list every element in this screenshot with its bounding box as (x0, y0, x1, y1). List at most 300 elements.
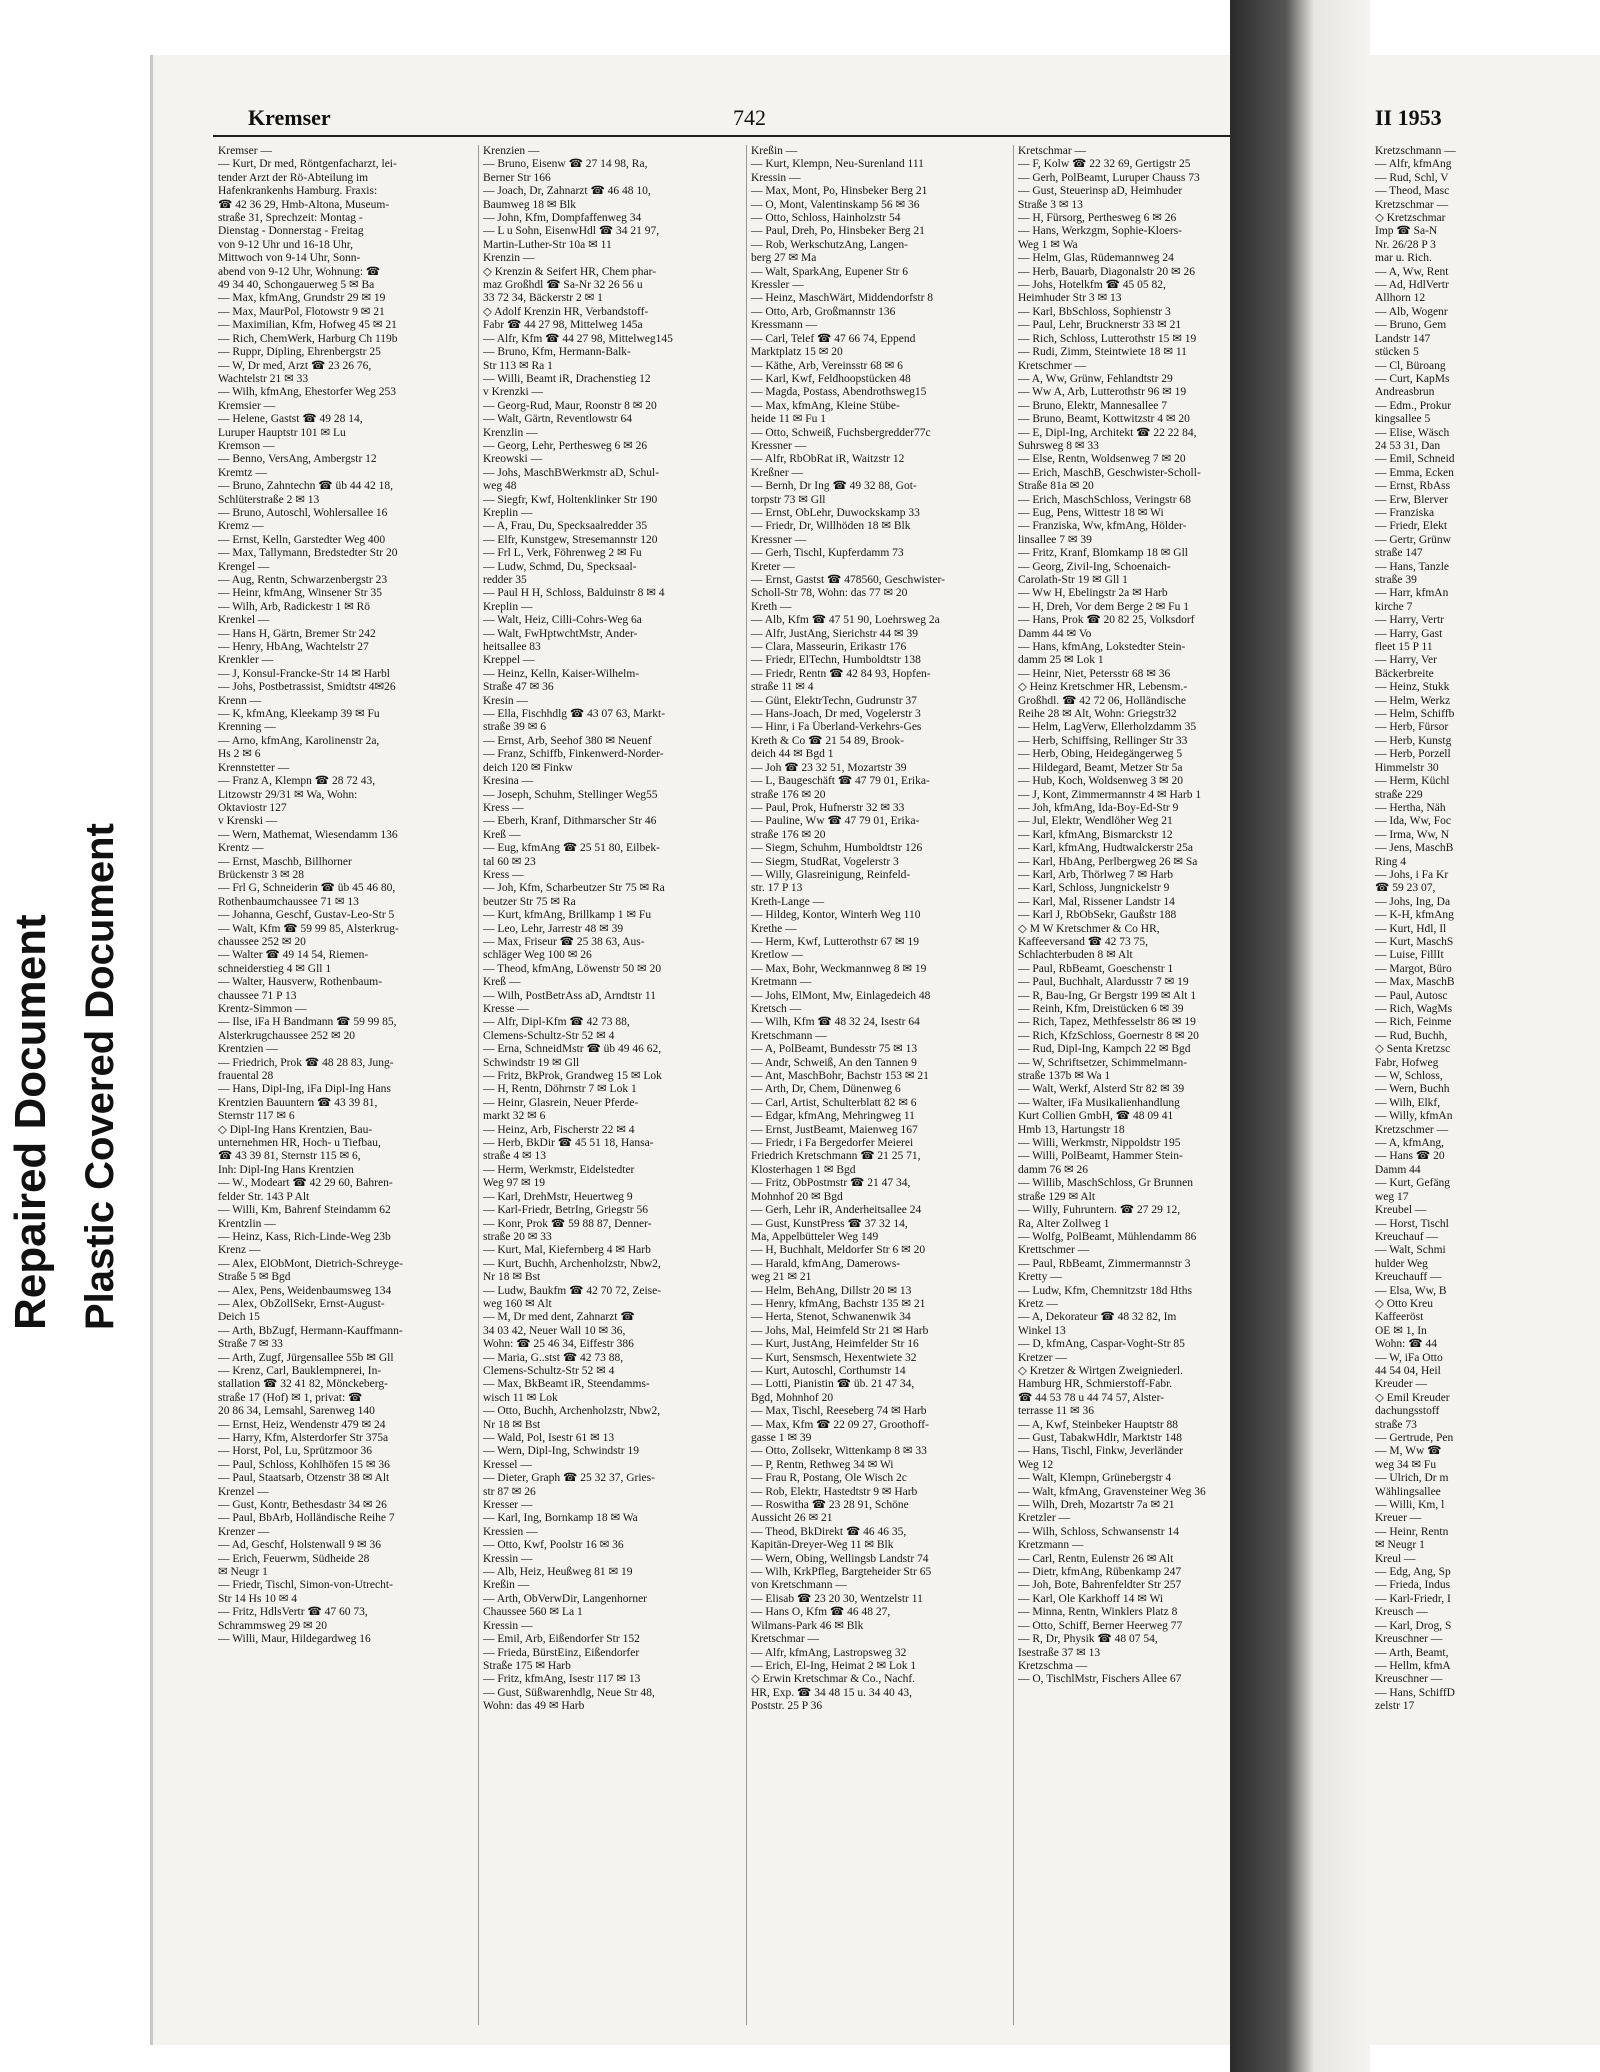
directory-entry-line: — Gerh, PolBeamt, Luruper Chauss 73 (1018, 171, 1200, 184)
directory-entry-line: — W., Modeart ☎ 42 29 60, Bahren- (218, 1177, 393, 1190)
directory-entry-line: — Helm, LagVerw, Ellerholzdamm 35 (1018, 721, 1197, 734)
next-page-partial (1370, 55, 1600, 2045)
directory-entry-line: — Heinr, Glasrein, Neuer Pferde- (483, 1096, 639, 1109)
directory-entry-line: Krennstetter — (218, 761, 290, 774)
directory-entry-line: — Gust, TabakwHdlr, Marktstr 148 (1018, 1432, 1182, 1444)
directory-entry-line: — Magda, Postass, Abendrothsweg15 (751, 386, 927, 399)
directory-entry-line: — Bruno, Autoschl, Wohlersallee 16 (218, 506, 388, 519)
directory-entry-line: stallation ☎ 32 41 82, Mönckeberg- (218, 1378, 388, 1391)
directory-entry-line: Kretz — (1018, 1297, 1058, 1310)
directory-entry-line: — H, Rentn, Döhrnstr 7 ✉ Lok 1 (483, 1083, 637, 1096)
directory-entry-line: — Frl L, Verk, Föhrenweg 2 ✉ Fu (483, 547, 642, 560)
directory-entry-line: — Alb, Kfm ☎ 47 51 90, Loehrsweg 2a (751, 614, 940, 627)
directory-entry-line: Kretty — (1018, 1271, 1062, 1284)
column-divider (746, 145, 747, 2025)
directory-entry-line: dachungsstoff (1375, 1405, 1440, 1418)
directory-entry-line: Fabr, Hofweg (1375, 1056, 1439, 1069)
directory-entry-line: straße 137b ✉ Wa 1 (1018, 1070, 1111, 1083)
directory-entry-line: Krenzien — (483, 145, 540, 157)
directory-entry-line: — Willy, Fuhruntern. ☎ 27 29 12, (1018, 1204, 1181, 1217)
directory-entry-line: — A, Kwf, Steinbeker Hauptstr 88 (1018, 1418, 1179, 1431)
directory-entry-line: — Arth, Zugf, Jürgensallee 55b ✉ Gll (218, 1351, 394, 1364)
directory-entry-line: — Helene, Gastst ☎ 49 28 14, (218, 413, 363, 426)
directory-entry-line: Kresin — (483, 694, 529, 707)
directory-entry-line: straße 11 ✉ 4 (751, 681, 814, 694)
directory-entry-line: straße 4 ✉ 13 (483, 1150, 546, 1163)
directory-entry-line: — Friedr, Dr, Willhöden 18 ✉ Blk (751, 520, 911, 533)
directory-entry-line: Clemens-Schultz-Str 52 ✉ 4 (483, 1364, 615, 1377)
directory-entry-line: Brückenstr 3 ✉ 28 (218, 868, 304, 881)
directory-entry-line: — Ida, Ww, Foc (1375, 815, 1452, 828)
directory-entry-line: Landstr 147 (1375, 332, 1431, 345)
directory-entry-line: — Alb, Heiz, Heußweg 81 ✉ 19 (483, 1566, 633, 1579)
directory-entry-line: — Joseph, Schuhm, Stellinger Weg55 (483, 788, 658, 801)
directory-entry-line: — Fritz, HdlsVertr ☎ 47 60 73, (218, 1606, 368, 1619)
directory-entry-line: weg 17 (1375, 1190, 1409, 1203)
directory-entry-line: — Otto, Arb, Großmannstr 136 (751, 305, 896, 318)
directory-entry-line: — Max, kfmAng, Kleine Stübe- (751, 399, 900, 412)
directory-entry-line: Str 14 Hs 10 ✉ 4 (218, 1592, 297, 1605)
directory-entry-line: — Erna, SchneidMstr ☎ üb 49 46 62, (483, 1043, 662, 1056)
directory-entry-line: maz Großhdl ☎ Sa-Nr 32 26 56 u (483, 279, 643, 292)
directory-entry-line: Schwindstr 19 ✉ Gll (483, 1056, 580, 1069)
directory-entry-line: — Willi, PolBeamt, Hammer Stein- (1018, 1150, 1183, 1163)
directory-entry-line: deich 44 ✉ Bgd 1 (751, 748, 834, 761)
directory-entry-line: — Walt, Klempn, Grünebergstr 4 (1018, 1472, 1172, 1485)
directory-entry-line: — Karl, HbAng, Perlbergweg 26 ✉ Sa (1018, 855, 1198, 868)
directory-entry-line: — Paul, Dreh, Po, Hinsbeker Berg 21 (751, 225, 925, 238)
directory-entry-line: Hs 2 ✉ 6 (218, 748, 261, 761)
directory-entry-line: Kreppel — (483, 654, 535, 667)
directory-entry-line: — Paul, Lehr, Brucknerstr 33 ✉ 21 (1018, 319, 1182, 332)
directory-entry-line: kingsallee 5 (1375, 413, 1431, 426)
directory-entry-line: — Wern, Buchh (1375, 1083, 1450, 1096)
directory-entry-line: — Paul, RbBeamt, Goeschenstr 1 (1018, 962, 1174, 975)
directory-entry-line: — Johs, Hotelkfm ☎ 45 05 82, (1018, 279, 1166, 292)
directory-entry-line: 24 53 31, Dan (1375, 439, 1441, 452)
directory-entry-line: — A, kfmAng, (1375, 1137, 1444, 1150)
directory-entry-line: — Rich, Schloss, Lutterothstr 15 ✉ 19 (1018, 332, 1197, 345)
directory-entry-line: zelstr 17 (1375, 1700, 1415, 1713)
directory-entry-line: linsallee 7 ✉ 39 (1018, 533, 1092, 546)
directory-entry-line: — W, Dr med, Arzt ☎ 23 26 76, (218, 359, 372, 372)
directory-entry-line: Kretzschmann — (1375, 145, 1456, 157)
directory-entry-line: — R, Dr, Physik ☎ 48 07 54, (1018, 1633, 1158, 1646)
directory-entry-line: Himmelstr 30 (1375, 761, 1439, 774)
directory-entry-line: Krentzien — (218, 1043, 278, 1056)
directory-entry-line: — Theod, Masc (1375, 185, 1450, 198)
directory-entry-line: Nr 18 ✉ Bst (483, 1418, 541, 1431)
directory-entry-line: — Gerh, Tischl, Kupferdamm 73 (751, 547, 904, 560)
directory-entry-line: ◇ Kretzer & Wirtgen Zweigniederl. (1018, 1364, 1183, 1377)
directory-entry-line: Krenzel — (218, 1485, 269, 1498)
directory-entry-line: — J, Konsul-Francke-Str 14 ✉ Harbl (218, 667, 390, 680)
directory-entry-line: — M, Ww ☎ (1375, 1445, 1442, 1458)
directory-entry-line: — O, TischlMstr, Fischers Allee 67 (1018, 1673, 1182, 1686)
directory-entry-line: Inh: Dipl-Ing Hans Krentzien (218, 1163, 354, 1176)
directory-entry-line: — Käthe, Arb, Vereinsstr 68 ✉ 6 (751, 359, 903, 372)
directory-entry-line: Carolath-Str 19 ✉ Gll 1 (1018, 574, 1128, 586)
directory-entry-line: — Karl, kfmAng, Hudtwalckerstr 25a (1018, 842, 1194, 855)
directory-entry-line: — Hans ☎ 20 (1375, 1150, 1445, 1163)
directory-entry-line: — Roswitha ☎ 23 28 91, Schöne (751, 1499, 909, 1512)
directory-entry-line: straße 129 ✉ Alt (1018, 1190, 1096, 1203)
directory-entry-line: — Arth, Dr, Chem, Dünenweg 6 (751, 1083, 901, 1096)
directory-entry-line: Weg 12 (1018, 1458, 1054, 1471)
directory-entry-line: — Ludw, Baukfm ☎ 42 70 72, Zeise- (483, 1284, 662, 1297)
directory-entry-line: — Ruppr, Dipling, Ehrenbergstr 25 (218, 346, 381, 359)
directory-entry-line: heitsallee 83 (483, 641, 541, 654)
directory-entry-line: — Friedr, Rentn ☎ 42 84 93, Hopfen- (751, 667, 931, 680)
directory-entry-line: — Franziska, Ww, kfmAng, Hölder- (1018, 520, 1187, 533)
directory-entry-line: felder Str. 143 P Alt (218, 1190, 310, 1203)
directory-entry-line: damm 25 ✉ Lok 1 (1018, 654, 1104, 667)
directory-entry-line: Mittwoch von 9-14 Uhr, Sonn- (218, 252, 361, 265)
directory-entry-line: — E, Dipl-Ing, Architekt ☎ 22 22 84, (1018, 426, 1197, 439)
directory-entry-line: — Hans, Prok ☎ 20 82 25, Volksdorf (1018, 614, 1195, 627)
directory-entry-line: — Rud, Dipl-Ing, Kampch 22 ✉ Bgd (1018, 1043, 1191, 1056)
directory-entry-line: str 87 ✉ 26 (483, 1485, 536, 1498)
directory-entry-line: — Willi, Km, l (1375, 1499, 1445, 1512)
directory-entry-line: Kretzmann — (1018, 1539, 1084, 1552)
directory-entry-line: Wilmans-Park 46 ✉ Blk (751, 1619, 864, 1632)
directory-entry-line: — Günt, ElektrTechn, Gudrunstr 37 (751, 694, 917, 707)
directory-entry-line: — Bruno, Elektr, Mannesallee 7 (1018, 399, 1168, 412)
directory-entry-line: — Otto, Schweiß, Fuchsbergredder77c (751, 426, 931, 439)
directory-entry-line: — Gertrude, Pen (1375, 1432, 1454, 1444)
directory-entry-line: Kretmann — (751, 976, 812, 989)
directory-entry-line: — Harry, Ver (1375, 654, 1437, 667)
directory-entry-line: Schrammsweg 29 ✉ 20 (218, 1619, 327, 1632)
directory-entry-line: Oktaviostr 127 (218, 801, 287, 814)
directory-entry-line: — Hertha, Näh (1375, 801, 1446, 814)
directory-entry-line: — Luise, FillIt (1375, 949, 1444, 962)
directory-entry-line: Aussicht 26 ✉ 21 (751, 1512, 833, 1525)
directory-entry-line: — Wern, Mathemat, Wiesendamm 136 (218, 828, 398, 841)
directory-entry-line: — Hellm, kfmA (1375, 1659, 1451, 1672)
directory-entry-line: — Cl, Büroang (1375, 359, 1446, 372)
directory-entry-line: ◇ Dipl-Ing Hans Krentzien, Bau- (218, 1123, 373, 1136)
directory-entry-line: Damm 44 (1375, 1163, 1421, 1176)
directory-entry-line: — Max, Tallymann, Bredstedter Str 20 (218, 547, 398, 560)
directory-entry-line: — Wilh, Dreh, Mozartstr 7a ✉ 21 (1018, 1499, 1175, 1512)
directory-entry-line: — Kurt, MaschS (1375, 935, 1454, 948)
directory-entry-line: — Leo, Lehr, Jarrestr 48 ✉ 39 (483, 922, 624, 935)
directory-entry-line: — Heinr, kfmAng, Winsener Str 35 (218, 587, 382, 600)
directory-entry-line: deich 120 ✉ Finkw (483, 761, 573, 774)
directory-entry-line: — Emma, Ecken (1375, 466, 1454, 479)
directory-entry-line: weg 34 ✉ Fu (1375, 1458, 1437, 1471)
directory-entry-line: Straße 3 ✉ 13 (1018, 198, 1083, 211)
directory-entry-line: ☎ 43 39 81, Sternstr 115 ✉ 6, (218, 1150, 361, 1163)
directory-entry-line: — Siegfr, Kwf, Holtenklinker Str 190 (483, 493, 658, 506)
directory-entry-line: — Harry, Vertr (1375, 614, 1444, 627)
next-page-header: II 1953 (1375, 105, 1442, 130)
directory-entry-line: — Max, BkBeamt iR, Steendamms- (483, 1378, 650, 1391)
directory-entry-line: — Walt, FwHptwchtMstr, Ander- (483, 627, 638, 640)
directory-entry-line: Weg 1 ✉ Wa (1018, 238, 1078, 251)
directory-entry-line: — Karl, DrehMstr, Heuertweg 9 (483, 1190, 633, 1203)
directory-entry-line: Isestraße 37 ✉ 13 (1018, 1646, 1101, 1659)
directory-entry-line: Reihe 28 ✉ Alt, Wohn: Griegstr32 (1018, 708, 1177, 721)
directory-entry-line: — Lotti, Pianistin ☎ üb. 21 47 34, (751, 1378, 915, 1391)
column-divider (1013, 145, 1014, 2025)
directory-entry-line: ◇ Kretzschmar (1375, 212, 1446, 225)
directory-entry-line: — Arth, BbZugf, Hermann-Kauffmann- (218, 1324, 403, 1337)
directory-entry-line: — Karl, kfmAng, Bismarckstr 12 (1018, 828, 1173, 841)
page-number: 742 (733, 105, 766, 130)
directory-entry-line: — Kurt, Autoschl, Corthumstr 14 (751, 1364, 906, 1377)
directory-entry-line: ◇ Heinz Kretschmer HR, Lebensm.- (1018, 681, 1188, 694)
directory-entry-line: straße 147 (1375, 547, 1423, 560)
directory-entry-line: — Paul, Autosc (1375, 989, 1448, 1002)
directory-entry-line: — Joh, Bote, Bahrenfeldter Str 257 (1018, 1579, 1182, 1592)
directory-entry-line: — Walter, Hausverw, Rothenbaum- (218, 976, 383, 989)
directory-entry-line: — Jul, Elektr, Wendlöher Weg 21 (1018, 815, 1173, 828)
directory-entry-line: heide 11 ✉ Fu 1 (751, 413, 827, 426)
directory-entry-line: — Karl, Ing, Bornkamp 18 ✉ Wa (483, 1512, 638, 1525)
directory-entry-line: Fabr ☎ 44 27 98, Mittelweg 145a (483, 319, 643, 332)
directory-entry-line: — Paul, Schloss, Kohlhöfen 15 ✉ 36 (218, 1458, 390, 1471)
directory-entry-line: — Ernst, JustBeamt, Maienweg 167 (751, 1123, 918, 1136)
directory-entry-line: Kretzschmar — (1375, 198, 1449, 211)
directory-entry-line: — Erw, Blerver (1375, 493, 1449, 506)
directory-entry-line: — Hans O, Kfm ☎ 46 48 27, (751, 1606, 891, 1619)
directory-entry-line: — Gerh, Lehr iR, Anderheitsallee 24 (751, 1204, 922, 1217)
directory-entry-line: Weg 97 ✉ 19 (483, 1177, 546, 1190)
directory-entry-line: — Georg-Rud, Maur, Roonstr 8 ✉ 20 (483, 399, 657, 412)
directory-entry-line: Sternstr 117 ✉ 6 (218, 1110, 295, 1123)
directory-entry-line: Kremz — (218, 520, 264, 533)
directory-entry-line: — Krenz, Carl, Bauklempnerei, In- (218, 1364, 382, 1377)
directory-entry-line: — Willy, Glasreinigung, Reinfeld- (751, 868, 911, 881)
directory-entry-line: — Wilh, KrkPfleg, Bargteheider Str 65 (751, 1566, 932, 1579)
directory-entry-line: ☎ 42 36 29, Hmb-Altona, Museum- (218, 198, 390, 211)
directory-entry-line: — Fritz, ObPostmstr ☎ 21 47 34, (751, 1177, 911, 1190)
directory-entry-line: — Wilh, kfmAng, Ehestorfer Weg 253 (218, 386, 397, 399)
directory-entry-line: — Paul, RbBeamt, Zimmermannstr 3 (1018, 1257, 1191, 1270)
directory-entry-line: — Johs, Mal, Heimfeld Str 21 ✉ Harb (751, 1324, 929, 1337)
directory-entry-line: Wachtelstr 21 ✉ 33 (218, 372, 309, 385)
directory-entry-line: — Emil, Schneid (1375, 453, 1455, 466)
directory-entry-line: — Ad, HdlVertr (1375, 279, 1449, 292)
directory-entry-line: — Hinr, i Fa Überland-Verkehrs-Ges (751, 721, 922, 734)
directory-entry-line: — Georg, Lehr, Perthesweg 6 ✉ 26 (483, 439, 648, 452)
next-page-column (1375, 145, 1595, 2025)
directory-entry-line: abend von 9-12 Uhr, Wohnung: ☎ (218, 265, 381, 278)
directory-entry-line: — Otto, Kwf, Poolstr 16 ✉ 36 (483, 1539, 624, 1552)
directory-entry-line: — Reinh, Kfm, Dreistücken 6 ✉ 39 (1018, 1003, 1184, 1015)
directory-entry-line: — Eug, kfmAng ☎ 25 51 80, Eilbek- (483, 842, 660, 855)
directory-entry-line: Krenkler — (218, 654, 274, 667)
directory-entry-line: — H, Fürsorg, Perthesweg 6 ✉ 26 (1018, 212, 1177, 225)
directory-entry-line: — Hub, Koch, Woldsenweg 3 ✉ 20 (1018, 775, 1184, 788)
directory-entry-line: — Franziska (1375, 506, 1435, 519)
directory-entry-line: — Friedr, Elekt (1375, 520, 1448, 533)
directory-entry-line: — Friedr, ElTechn, Humboldtstr 138 (751, 654, 921, 667)
directory-entry-line: ☎ 44 53 78 u 44 74 57, Alster- (1018, 1391, 1165, 1404)
directory-entry-line: Ma, Appelbütteler Weg 149 (751, 1230, 879, 1243)
directory-entry-line: — Wald, Pol, Isestr 61 ✉ 13 (483, 1432, 615, 1444)
directory-entry-line: — Max, Mont, Po, Hinsbeker Berg 21 (751, 185, 928, 198)
directory-entry-line: Litzowstr 29/31 ✉ Wa, Wohn: (218, 788, 358, 801)
directory-entry-line: — Kurt, Sensmsch, Hexentwiete 32 (751, 1351, 917, 1364)
directory-entry-line: — Walt, Schmi (1375, 1244, 1446, 1257)
directory-entry-line: — Alfr, JustAng, Sierichstr 44 ✉ 39 (751, 627, 918, 640)
directory-entry-line: — Edgar, kfmAng, Mehringweg 11 (751, 1110, 915, 1123)
directory-entry-line: — Joach, Dr, Zahnarzt ☎ 46 48 10, (483, 185, 651, 198)
book-gutter (1230, 0, 1370, 2072)
directory-entry-line: Scholl-Str 78, Wohn: das 77 ✉ 20 (751, 587, 908, 600)
directory-entry-line: — Johs, MaschBWerkmstr aD, Schul- (483, 466, 660, 479)
directory-entry-line: wisch 11 ✉ Lok (483, 1391, 558, 1404)
directory-entry-line: — Heinz, Kass, Rich-Linde-Weg 23b (218, 1230, 391, 1243)
directory-entry-line: — Walt, Kfm ☎ 59 99 85, Alsterkrug- (218, 922, 399, 935)
directory-entry-line: Kreuder — (1375, 1378, 1428, 1391)
directory-entry-line: — Karl, Arb, Thörlweg 7 ✉ Harb (1018, 868, 1174, 881)
directory-entry-line: — Max, Friseur ☎ 25 38 63, Aus- (483, 935, 645, 948)
directory-entry-line: Kressin — (751, 171, 801, 184)
directory-entry-line: — Otto, Zollsekr, Wittenkamp 8 ✉ 33 (751, 1445, 927, 1458)
directory-entry-line: — Max, Kfm ☎ 22 09 27, Groothoff- (751, 1418, 929, 1431)
directory-entry-line: — Max, Tischl, Reeseberg 74 ✉ Harb (751, 1405, 927, 1418)
directory-entry-line: — Wilh, Kfm ☎ 48 32 24, Isestr 64 (751, 1016, 920, 1029)
directory-entry-line: 33 72 34, Bäckerstr 2 ✉ 1 (483, 292, 603, 305)
directory-entry-line: 34 03 42, Neuer Wall 10 ✉ 36, (483, 1324, 626, 1337)
directory-entry-line: Kreth & Co ☎ 21 54 89, Brook- (751, 734, 904, 747)
directory-entry-line: Marktplatz 15 ✉ 20 (751, 346, 843, 359)
directory-entry-line: Kremtz — (218, 466, 267, 479)
directory-entry-line: Krentzien Bauuntern ☎ 43 39 81, (218, 1096, 378, 1109)
directory-entry-line: Kremsier — (218, 399, 276, 412)
directory-entry-line: gasse 1 ✉ 39 (751, 1432, 812, 1444)
directory-entry-line: — Herta, Stenot, Schwanenwik 34 (751, 1311, 911, 1324)
directory-entry-line: Krengel — (218, 560, 270, 573)
directory-entry-line: ◇ Emil Kreuder (1375, 1391, 1450, 1404)
directory-entry-line: — Carl, Telef ☎ 47 66 74, Eppend (751, 332, 916, 345)
directory-entry-line: Kressler — (751, 279, 804, 292)
directory-entry-line: — Alex, ObZollSekr, Ernst-August- (218, 1297, 385, 1310)
directory-entry-line: — Edm., Prokur (1375, 399, 1452, 412)
directory-entry-line: — Rob, Elektr, Hastedtstr 9 ✉ Harb (751, 1485, 918, 1498)
directory-entry-line: Klosterhagen 1 ✉ Bgd (751, 1163, 856, 1176)
directory-entry-line: Kremser — (218, 145, 272, 157)
directory-entry-line: Kressmann — (751, 319, 818, 332)
directory-entry-line: — Benno, VersAng, Ambergstr 12 (218, 453, 377, 466)
directory-entry-line: markt 32 ✉ 6 (483, 1110, 546, 1123)
directory-entry-line: Ring 4 (1375, 855, 1406, 868)
directory-entry-line: Wohn: ☎ 25 46 34, Eiffestr 386 (483, 1338, 634, 1351)
directory-entry-line: Baumweg 18 ✉ Blk (483, 198, 577, 211)
directory-entry-line: — Ludw, Schmd, Du, Specksaal- (483, 560, 637, 573)
directory-entry-line: Kreplin — (483, 600, 533, 613)
directory-entry-line: — Wilh, Arb, Radickestr 1 ✉ Rö (218, 600, 371, 613)
directory-entry-line: — Karl J, RbObSekr, Gaußstr 188 (1018, 909, 1177, 922)
directory-entry-line: Berner Str 166 (483, 171, 551, 184)
directory-entry-line: damm 76 ✉ 26 (1018, 1163, 1089, 1176)
directory-entry-line: Nr 18 ✉ Bst (483, 1271, 541, 1284)
directory-entry-line: straße 39 (1375, 574, 1417, 586)
directory-entry-line: Chaussee 560 ✉ La 1 (483, 1606, 583, 1619)
directory-entry-line: Krenn — (218, 694, 262, 707)
directory-entry-line: — Otto, Schloss, Hainholzstr 54 (751, 212, 901, 225)
directory-entry-line: — Frieda, Indus (1375, 1579, 1451, 1592)
directory-entry-line: — Wilh, Elkf, (1375, 1096, 1441, 1109)
directory-entry-line: — Rich, Feinme (1375, 1016, 1452, 1029)
directory-entry-line: — D, kfmAng, Caspar-Voght-Str 85 (1018, 1338, 1185, 1351)
directory-entry-line: — Kurt, Hdl, Il (1375, 922, 1447, 935)
directory-entry-line: Damm 44 ✉ Vo (1018, 627, 1092, 640)
directory-entry-line: straße 229 (1375, 788, 1423, 801)
directory-entry-line: — Ernst, Gastst ☎ 478560, Geschwister- (751, 574, 945, 586)
directory-entry-line: tal 60 ✉ 23 (483, 855, 536, 868)
directory-entry-line: — Herb, Fürsor (1375, 721, 1449, 734)
directory-entry-line: 49 34 40, Schongauerweg 5 ✉ Ba (218, 279, 375, 292)
directory-entry-line: — Herb, BkDir ☎ 45 51 18, Hansa- (483, 1137, 654, 1150)
directory-entry-line: ◇ Senta Kretzsc (1375, 1043, 1451, 1056)
directory-entry-line: Kretschmar — (751, 1633, 820, 1646)
directory-entry-line: — Rich, ChemWerk, Harburg Ch 119b (218, 332, 398, 345)
directory-entry-line: — W, Schriftsetzer, Schimmelmann- (1018, 1056, 1188, 1069)
directory-entry-line: — K-H, kfmAng (1375, 909, 1454, 922)
directory-entry-line: Mohnhof 20 ✉ Bgd (751, 1190, 843, 1203)
directory-entry-line: — Johs, i Fa Kr (1375, 868, 1449, 881)
directory-entry-line: — Frau R, Postang, Ole Wisch 2c (751, 1472, 907, 1485)
directory-entry-line: — Carl, Artist, Schulterblatt 82 ✉ 6 (751, 1096, 917, 1109)
directory-entry-line: Hmb 13, Hartungstr 18 (1018, 1123, 1125, 1136)
directory-entry-line: Kreubel — (1375, 1204, 1427, 1217)
directory-entry-line: straße 176 ✉ 20 (751, 788, 826, 801)
directory-entry-line: Kreth-Lange — (751, 895, 825, 908)
directory-entry-line: — Herb, Porzell (1375, 748, 1451, 761)
directory-entry-line: fleet 15 P 11 (1375, 641, 1433, 654)
directory-entry-line: von 9-12 Uhr und 16-18 Uhr, (218, 238, 353, 251)
directory-entry-line: — Otto, Buchh, Archenholzstr, Nbw2, (483, 1405, 661, 1418)
directory-entry-line: — M, Dr med dent, Zahnarzt ☎ (483, 1311, 635, 1324)
directory-entry-line: — Franz A, Klempn ☎ 28 72 43, (218, 775, 376, 788)
directory-entry-line: weg 21 ✉ 21 (751, 1271, 812, 1284)
directory-entry-line: — Johanna, Geschf, Gustav-Leo-Str 5 (218, 909, 395, 922)
directory-entry-line: — Edg, Ang, Sp (1375, 1566, 1451, 1579)
directory-entry-line: torpstr 73 ✉ Gll (751, 493, 826, 506)
directory-entry-line: — L, Baugeschäft ☎ 47 79 01, Erika- (751, 775, 930, 788)
plastic-covered-document-label: Plastic Covered Document (78, 823, 122, 1330)
directory-entry-line: — R, Bau-Ing, Gr Bergstr 199 ✉ Alt 1 (1018, 989, 1197, 1002)
directory-entry-line: — Ww H, Ebelingstr 2a ✉ Harb (1018, 587, 1168, 600)
directory-entry-line: — Siegm, Schuhm, Humboldtstr 126 (751, 842, 923, 855)
directory-entry-line: — Walter, iFa Musikalienhandlung (1018, 1096, 1180, 1109)
directory-entry-line: Clemens-Schultz-Str 52 ✉ 4 (483, 1029, 615, 1042)
directory-entry-line: Kressner — (751, 439, 807, 452)
directory-entry-line: — Erich, Feuerwm, Südheide 28 (218, 1552, 370, 1565)
directory-entry-line: — Ulrich, Dr m (1375, 1472, 1449, 1485)
directory-entry-line: — Hans, Werkzgm, Sophie-Kloers- (1018, 225, 1182, 238)
directory-entry-line: Kretzler — (1018, 1512, 1071, 1525)
directory-entry-line: — Alfr, Kfm ☎ 44 27 98, Mittelweg145 (483, 332, 673, 345)
directory-entry-line: Kresina — (483, 775, 534, 788)
directory-entry-line: — Max, kfmAng, Grundstr 29 ✉ 19 (218, 292, 386, 305)
directory-entry-line: Schlachterbuden 8 ✉ Alt (1018, 949, 1133, 962)
directory-column-1 (218, 145, 473, 2025)
directory-entry-line: — Karl, Mal, Rissener Landstr 14 (1018, 895, 1175, 908)
directory-entry-line: — Kurt, Dr med, Röntgenfacharzt, lei- (218, 158, 397, 171)
directory-entry-line: Kreuschner — (1375, 1673, 1443, 1686)
directory-entry-line: frauental 28 (218, 1070, 274, 1083)
directory-entry-line: — A, Ww, Rent (1375, 265, 1449, 278)
directory-entry-line: — Joh, kfmAng, Ida-Boy-Ed-Str 9 (1018, 801, 1179, 814)
directory-entry-line: — Arth, Beamt, (1375, 1646, 1449, 1659)
directory-entry-line: Krenkel — (218, 614, 270, 627)
